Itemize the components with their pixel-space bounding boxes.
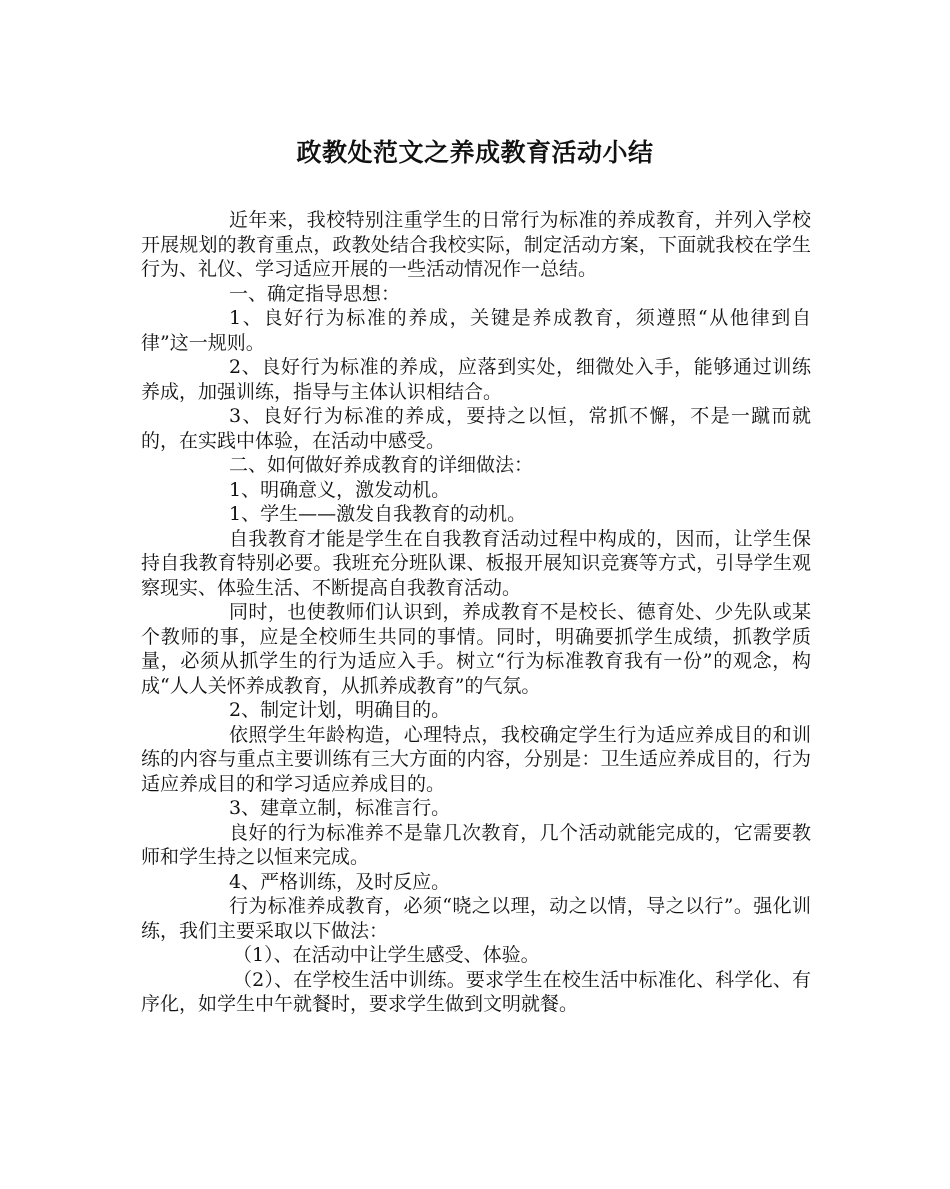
training-item-1: （1）、在活动中让学生感受、体验。: [233, 944, 540, 966]
list-item-1: 1、良好行为标准的养成，关键是养成教育，须遵照“从他律到自律”这一规则。: [141, 307, 811, 354]
section-heading-1: 一、确定指导思想：: [229, 282, 401, 305]
paragraph-plan: 依照学生年龄构造，心理特点，我校确定学生行为适应养成目的和训练的内容与重点主要训练有三大方面的内容，分别是：卫生适应养成目的，行为适应养成目的和学习适应养成目的。: [141, 723, 811, 795]
paragraph-rules: 良好的行为标准养不是靠几次教育，几个活动就能完成的，它需要教师和学生持之以恒来完成。: [141, 821, 811, 868]
subheading-1: 1、明确意义，激发动机。: [229, 478, 451, 501]
section-heading-2: 二、如何做好养成教育的详细做法：: [229, 454, 534, 476]
paragraph-teachers: 同时，也使教师们认识到，养成教育不是校长、德育处、少先队或某个教师的事，应是全校师生共同的事情。同时，明确要抓学生成绩，抓教学质量，必须从抓学生的行为适应入手。树立“行为标准教育我有一份”的观念，构成“人人关怀养成教育，从抓养成教育”的气氛。: [141, 601, 811, 697]
subheading-2: 2、制定计划，明确目的。: [229, 699, 451, 721]
list-item-2: 2、良好行为标准的养成，应落到实处，细微处入手，能够通过训练养成，加强训练，指导与主体认识相结合。: [141, 356, 811, 403]
paragraph-training: 行为标准养成教育，必须“晓之以理，动之以情，导之以行”。强化训练，我们主要采取以下做法：: [141, 895, 811, 942]
list-item-3: 3、良好行为标准的养成，要持之以恒，常抓不懈，不是一蹴而就的，在实践中体验，在活动中感受。: [141, 405, 811, 452]
document-title: 政教处范文之养成教育活动小结: [296, 138, 654, 167]
paragraph-intro: 近年来，我校特别注重学生的日常行为标准的养成教育，并列入学校开展规划的教育重点，政教处结合我校实际，制定活动方案，下面就我校在学生行为、礼仪、学习适应开展的一些活动情况作一总结。: [141, 209, 811, 280]
subheading-1-1: 1、学生——激发自我教育的动机。: [229, 503, 527, 525]
training-item-2: （2）、在学校生活中训练。要求学生在校生活中标准化、科学化、有序化，如学生中午就餐时，要求学生做到文明就餐。: [141, 968, 811, 1015]
subheading-4: 4、严格训练，及时反应。: [229, 870, 451, 893]
document-body: [141, 208, 811, 1017]
subheading-3: 3、建章立制，标准言行。: [229, 797, 451, 819]
paragraph-self-education: 自我教育才能是学生在自我教育活动过程中构成的，因而，让学生保持自我教育特别必要。我班充分班队课、板报开展知识竞赛等方式，引导学生观察现实、体验生活、不断提高自我教育活动。: [141, 527, 811, 599]
